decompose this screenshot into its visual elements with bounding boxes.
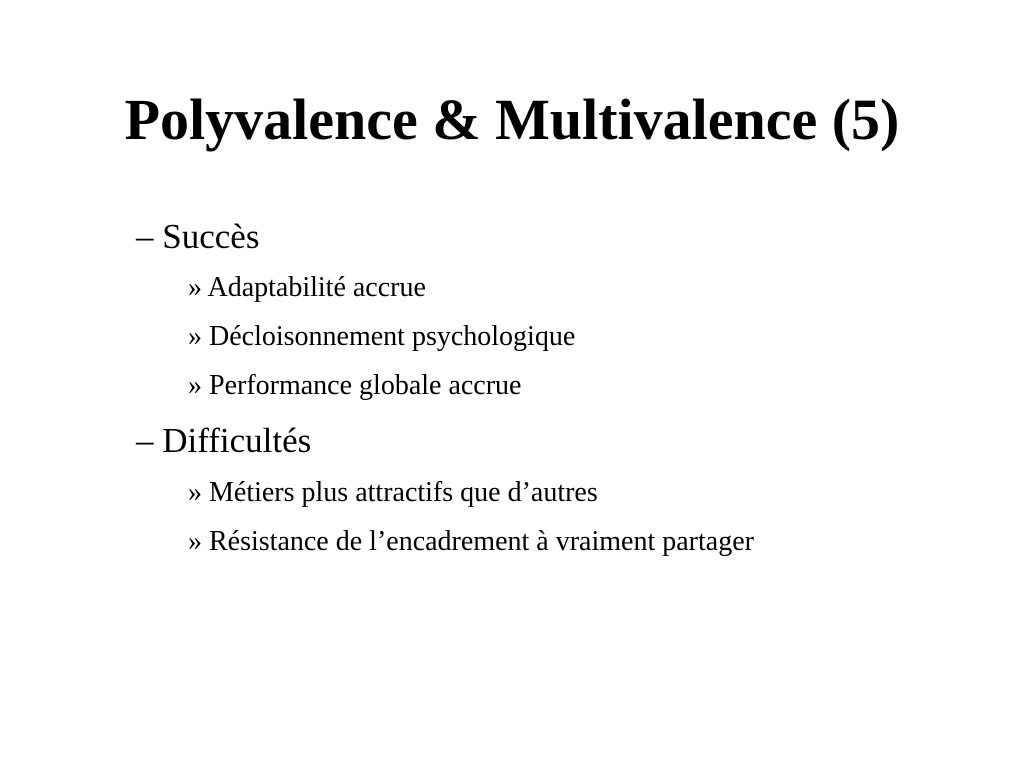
- bullet-text: Adaptabilité accrue: [207, 272, 426, 303]
- chevron-bullet: »: [188, 321, 202, 352]
- bullet-item: [188, 317, 575, 357]
- bullet-text: Décloisonnement psychologique: [209, 321, 576, 352]
- bullet-text: Résistance de l’encadrement à vraiment partager: [209, 526, 754, 557]
- section-heading-succes: [136, 212, 259, 262]
- section-heading-text: Succès: [162, 217, 260, 256]
- chevron-bullet: »: [188, 370, 202, 401]
- bullet-item: [188, 522, 754, 562]
- section-heading-difficultes: [136, 416, 311, 466]
- bullet-text: Métiers plus attractifs que d’autres: [209, 477, 598, 508]
- bullet-item: [188, 268, 426, 308]
- chevron-bullet: »: [188, 477, 202, 508]
- chevron-bullet: »: [188, 526, 202, 557]
- chevron-bullet: »: [188, 272, 202, 303]
- dash-bullet: –: [136, 421, 154, 460]
- slide-title: Polyvalence & Multivalence (5): [124, 87, 900, 152]
- bullet-item: [188, 473, 598, 513]
- dash-bullet: –: [136, 217, 154, 256]
- section-heading-text: Difficultés: [162, 421, 312, 460]
- bullet-item: [188, 366, 521, 406]
- bullet-text: Performance globale accrue: [209, 370, 522, 401]
